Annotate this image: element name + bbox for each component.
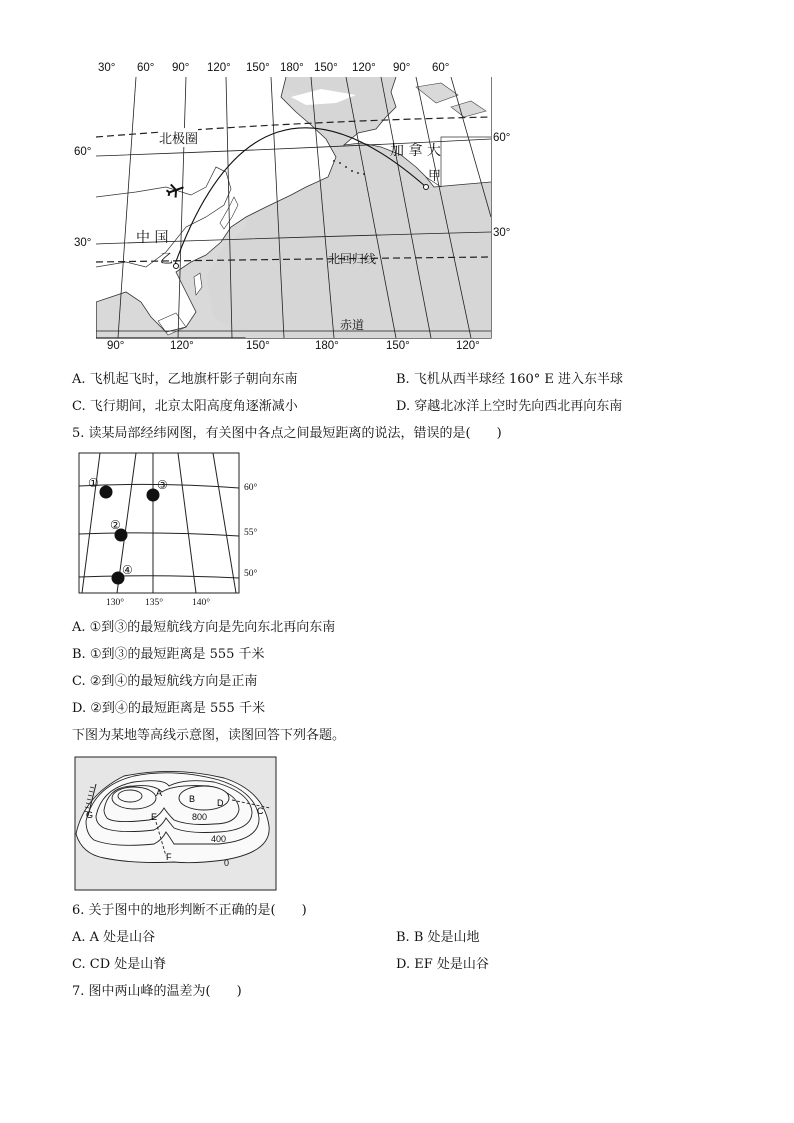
q5-option-c: C. ②到④的最短航线方向是正南 [72,674,258,689]
map1-bottom-lon-label: 120° [170,340,194,352]
q4-option-c: C. 飞行期间，北京太阳高度角逐渐减小 [72,399,298,414]
map1-bottom-lon-label: 120° [456,340,480,352]
q4-option-b: B. 飞机从西半球经 160° E 进入东半球 [396,372,624,387]
q5-option-a: A. ①到③的最短航线方向是先向东北再向东南 [72,620,336,635]
map2-lat-label: 60° [244,483,258,493]
map1-top-lon-label: 150° [314,62,338,74]
map1-top-lon-label: 60° [137,62,155,74]
map2-lon-label: 130° [106,598,125,608]
q7-stem: 7. 图中两山峰的温差为( ) [72,984,242,999]
q6-stem: 6. 关于图中的地形判断不正确的是( ) [72,903,307,918]
map2-point-4: ④ [122,563,133,577]
map1-top-lon-label: 120° [352,62,376,74]
map3-contour-400: 400 [211,834,227,844]
map1-top-lon-label: 60° [432,62,450,74]
map1-top-lon-label: 30° [98,62,116,74]
map1-bottom-lon-label: 150° [246,340,270,352]
map1-top-lon-label: 90° [172,62,190,74]
graticule-figure [78,452,268,612]
map3-letter-E: E [151,812,158,822]
map1-label-jia: 甲 [428,169,442,184]
q5-stem: 5. 读某局部经纬网图，有关图中各点之间最短距离的说法，错误的是( ) [72,426,502,441]
map3-letter-G: G [86,810,94,820]
map2-canvas [78,452,240,594]
map1-label-yi: 乙 [160,252,174,267]
map2-lat-label: 50° [244,569,258,579]
q6-option-c: C. CD 处是山脊 [72,957,167,972]
map1-canvas [96,77,492,339]
contour-intro: 下图为某地等高线示意图，读图回答下列各题。 [72,728,346,743]
map2-point-1: ① [88,476,99,490]
flight-map-figure [70,60,520,360]
map3-contour-0: 0 [224,858,230,868]
map3-letter-A: A [156,788,163,798]
q4-option-d: D. 穿越北冰洋上空时先向西北再向东南 [396,399,623,414]
map1-lat-label-left: 60° [74,146,92,158]
q6-option-d: D. EF 处是山谷 [396,957,489,972]
map2-lon-label: 135° [145,598,164,608]
map1-bottom-lon-label: 90° [107,340,125,352]
map2-point-3: ③ [157,478,168,492]
map2-lat-label: 55° [244,528,258,538]
map1-lat-label-right: 60° [493,132,511,144]
q4-option-a: A. 飞机起飞时，乙地旗杆影子朝向东南 [72,372,298,387]
map1-bottom-lon-label: 180° [315,340,339,352]
contour-figure [74,756,278,892]
map1-top-lon-label: 120° [207,62,231,74]
map3-canvas [74,756,278,892]
map3-letter-B: B [189,794,196,804]
map1-top-lon-label: 90° [393,62,411,74]
q5-option-d: D. ②到④的最短距离是 555 千米 [72,701,265,716]
q5-option-b: B. ①到③的最短距离是 555 千米 [72,647,265,662]
map1-top-lon-label: 150° [246,62,270,74]
map3-contour-800: 800 [192,812,208,822]
map3-letter-F: F [166,852,172,862]
map3-letter-D: D [217,798,224,808]
map1-label-arctic-circle: 北极圈 [159,128,198,147]
map1-top-lon-label: 180° [280,62,304,74]
q6-option-b: B. B 处是山地 [396,930,480,945]
map2-lon-label: 140° [192,598,211,608]
map3-letter-C: C [257,806,264,816]
map1-bottom-lon-label: 150° [386,340,410,352]
map2-point-2: ② [110,518,121,532]
map1-lat-label-right: 30° [493,227,511,239]
map1-label-china: 中 国 [136,230,169,246]
map1-label-tropic: 北回归线 [328,252,377,266]
map1-lat-label-left: 30° [74,237,92,249]
map1-label-equator: 赤道 [340,318,365,332]
q6-option-a: A. A 处是山谷 [72,930,156,945]
map1-label-canada: 加 拿 大 [390,143,441,159]
